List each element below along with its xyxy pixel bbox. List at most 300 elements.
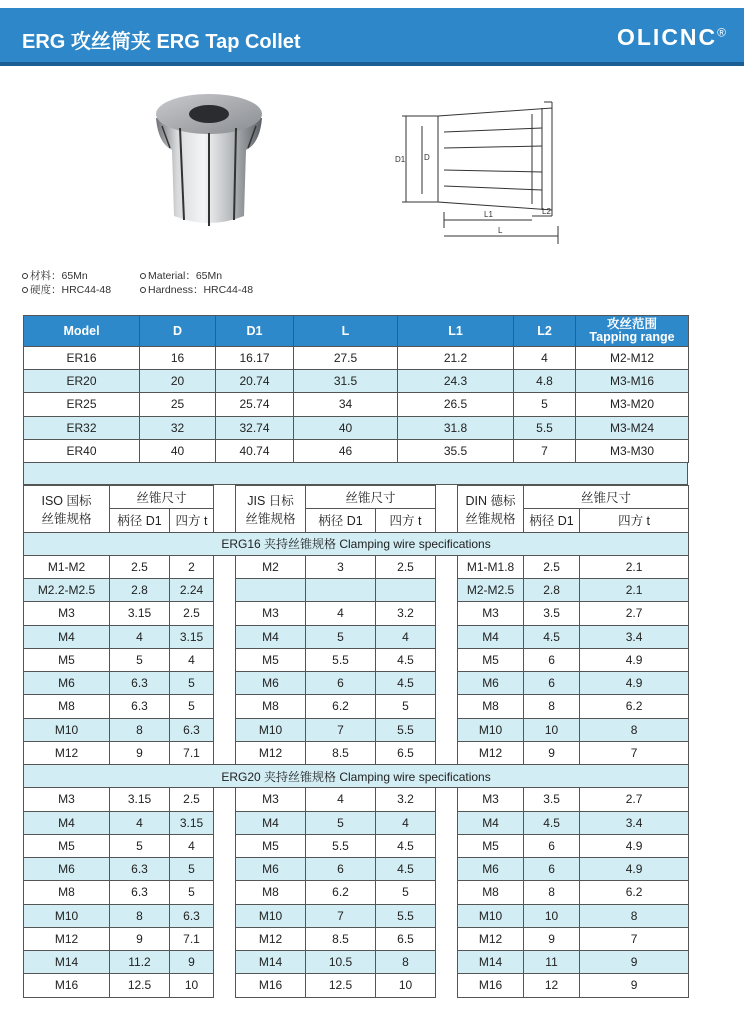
dim-label-d1: D1 <box>395 155 406 164</box>
table-cell: 10 <box>376 974 436 997</box>
table-cell: 7 <box>306 904 376 927</box>
table-cell: 8.5 <box>306 741 376 764</box>
column-gap <box>214 672 236 695</box>
table-cell: ER16 <box>24 347 140 370</box>
table-cell: M10 <box>236 718 306 741</box>
table-cell: 5.5 <box>376 718 436 741</box>
spec-material-en: Material：65Mn <box>140 268 222 283</box>
brand-name: OLICNC <box>616 24 718 50</box>
spec-material-cn: 材料：65Mn <box>22 268 88 283</box>
section-title-row <box>24 532 689 555</box>
table-row <box>24 811 689 834</box>
table-cell: 3.5 <box>524 602 580 625</box>
column-gap <box>436 788 458 811</box>
table-row <box>24 741 689 764</box>
tap-spec-table <box>23 485 689 998</box>
table-cell: 7.1 <box>170 927 214 950</box>
table-cell: 5 <box>376 695 436 718</box>
table-cell: M4 <box>24 811 110 834</box>
table-cell: 4.8 <box>514 370 576 393</box>
table-cell: M5 <box>458 834 524 857</box>
table-cell: M3-M30 <box>576 439 689 462</box>
din-size-label: 丝锥尺寸 <box>524 486 689 509</box>
table-cell: 4 <box>376 625 436 648</box>
table-cell: 6.3 <box>110 672 170 695</box>
table-cell: 5 <box>306 811 376 834</box>
column-gap <box>436 881 458 904</box>
table-cell: 8 <box>580 904 689 927</box>
table-cell: M2.2-M2.5 <box>24 579 110 602</box>
table-cell: 35.5 <box>398 439 514 462</box>
column-gap <box>214 718 236 741</box>
dimension-table <box>23 315 689 463</box>
table-cell: ER40 <box>24 439 140 462</box>
table-cell: 2.5 <box>524 555 580 578</box>
table-cell: 4 <box>110 811 170 834</box>
table-cell: 6.2 <box>580 881 689 904</box>
table-cell: 2.24 <box>170 579 214 602</box>
table-row <box>24 439 689 462</box>
table-cell: 2.1 <box>580 579 689 602</box>
table-cell: M4 <box>236 625 306 648</box>
table-cell: 9 <box>580 974 689 997</box>
table-cell: 6.2 <box>306 695 376 718</box>
table-cell: 3.5 <box>524 788 580 811</box>
table-cell: 7 <box>580 741 689 764</box>
column-gap <box>214 579 236 602</box>
table-cell: M10 <box>24 718 110 741</box>
table-cell: 4 <box>170 834 214 857</box>
table-cell: 4 <box>306 788 376 811</box>
column-gap <box>214 811 236 834</box>
table-cell: M12 <box>458 927 524 950</box>
table-cell: 4.5 <box>376 648 436 671</box>
table-cell: 3.4 <box>580 811 689 834</box>
table-row <box>24 974 689 997</box>
column-gap <box>436 718 458 741</box>
table-cell: 6.3 <box>110 695 170 718</box>
iso-size-label: 丝锥尺寸 <box>110 486 214 509</box>
table-cell: 8.5 <box>306 927 376 950</box>
table-cell: 4 <box>170 648 214 671</box>
table-cell: M4 <box>458 811 524 834</box>
table-cell: 2.5 <box>170 602 214 625</box>
table-cell: 4 <box>376 811 436 834</box>
table-cell: 9 <box>524 927 580 950</box>
table-cell: 6.5 <box>376 927 436 950</box>
table-row <box>24 904 689 927</box>
table-cell: 11.2 <box>110 951 170 974</box>
table-cell: M5 <box>236 648 306 671</box>
iso-t-label: 四方 t <box>170 509 214 532</box>
table-cell: M8 <box>24 695 110 718</box>
table-cell: M3-M24 <box>576 416 689 439</box>
table-row <box>24 370 689 393</box>
table-cell: M3 <box>24 788 110 811</box>
table-cell: 4.9 <box>580 834 689 857</box>
table-cell: 6.2 <box>306 881 376 904</box>
column-gap <box>436 904 458 927</box>
column-gap <box>436 951 458 974</box>
column-gap <box>214 927 236 950</box>
table-cell: 3.4 <box>580 625 689 648</box>
section-title: ERG20 夹持丝锥规格 Clamping wire specifications <box>24 765 689 788</box>
table-row <box>24 695 689 718</box>
column-gap <box>436 927 458 950</box>
table-cell: ER32 <box>24 416 140 439</box>
dim-label-l: L <box>498 226 503 235</box>
table-cell: 5 <box>306 625 376 648</box>
column-gap <box>436 811 458 834</box>
header-l: L <box>294 316 398 347</box>
column-gap <box>214 741 236 764</box>
iso-d1-label: 柄径 D1 <box>110 509 170 532</box>
table-cell: 34 <box>294 393 398 416</box>
table-cell: M12 <box>24 741 110 764</box>
table-cell: 2.7 <box>580 788 689 811</box>
table-cell: 10 <box>524 904 580 927</box>
column-gap <box>436 974 458 997</box>
table-cell: 4.5 <box>376 672 436 695</box>
table-cell: M6 <box>24 858 110 881</box>
jis-size-label: 丝锥尺寸 <box>306 486 436 509</box>
table-cell: 40.74 <box>216 439 294 462</box>
table-row <box>24 393 689 416</box>
table-cell: M6 <box>236 672 306 695</box>
column-gap <box>214 904 236 927</box>
column-gap <box>436 625 458 648</box>
table-cell: 9 <box>524 741 580 764</box>
column-gap <box>214 695 236 718</box>
table-cell: 5.5 <box>306 834 376 857</box>
table-cell: 8 <box>524 695 580 718</box>
table-cell: 4.9 <box>580 858 689 881</box>
table-cell: 26.5 <box>398 393 514 416</box>
table-cell: M16 <box>236 974 306 997</box>
table-cell: 5 <box>170 672 214 695</box>
table-cell: 7 <box>580 927 689 950</box>
table-cell: M12 <box>458 741 524 764</box>
table-cell: M3 <box>458 788 524 811</box>
column-gap <box>214 951 236 974</box>
table-cell: 3 <box>306 555 376 578</box>
table-cell: M8 <box>24 881 110 904</box>
table-cell: 10.5 <box>306 951 376 974</box>
table-row <box>24 555 689 578</box>
table-row <box>24 416 689 439</box>
column-gap <box>436 695 458 718</box>
table-cell: M10 <box>236 904 306 927</box>
collet-photo <box>150 88 268 228</box>
table-cell: 4.5 <box>376 834 436 857</box>
column-gap <box>436 672 458 695</box>
table-cell: 25.74 <box>216 393 294 416</box>
table-cell: M16 <box>24 974 110 997</box>
table-cell: 9 <box>170 951 214 974</box>
table-cell: 10 <box>524 718 580 741</box>
table-cell: 6 <box>524 858 580 881</box>
table-cell: 4.5 <box>524 811 580 834</box>
table-cell: M6 <box>458 672 524 695</box>
iso-label: ISO 国标 丝锥规格 <box>24 486 110 533</box>
dim-label-l2: L2 <box>542 207 551 216</box>
table-row <box>24 579 689 602</box>
table-cell: 2.7 <box>580 602 689 625</box>
table-cell: 5 <box>170 858 214 881</box>
table-cell: M3 <box>236 788 306 811</box>
table-row <box>24 625 689 648</box>
column-gap <box>436 602 458 625</box>
jis-label: JIS 日标 丝锥规格 <box>236 486 306 533</box>
table-cell: M5 <box>236 834 306 857</box>
table-cell: 25 <box>140 393 216 416</box>
table-cell: 27.5 <box>294 347 398 370</box>
table-cell: 3.2 <box>376 788 436 811</box>
spec-hardness-cn: 硬度：HRC44-48 <box>22 282 111 297</box>
table-cell: 32.74 <box>216 416 294 439</box>
table-row <box>24 718 689 741</box>
table-cell: 6.2 <box>580 695 689 718</box>
table-row <box>24 927 689 950</box>
table-cell: 6.3 <box>170 718 214 741</box>
table-row <box>24 648 689 671</box>
table-row <box>24 347 689 370</box>
column-gap <box>214 625 236 648</box>
table-cell: 3.15 <box>110 788 170 811</box>
table-cell: 8 <box>524 881 580 904</box>
table-cell: 2.5 <box>170 788 214 811</box>
table-cell: 5.5 <box>376 904 436 927</box>
table-cell: 8 <box>376 951 436 974</box>
table-row <box>24 951 689 974</box>
table-cell: 3.15 <box>170 811 214 834</box>
page-header <box>0 8 744 66</box>
column-gap <box>214 648 236 671</box>
table-cell: 8 <box>580 718 689 741</box>
table-cell: 6.5 <box>376 741 436 764</box>
table-cell: 3.2 <box>376 602 436 625</box>
table-spacer <box>23 462 688 485</box>
table-row <box>24 602 689 625</box>
jis-d1-label: 柄径 D1 <box>306 509 376 532</box>
table-cell: M10 <box>458 904 524 927</box>
table-cell: 32 <box>140 416 216 439</box>
table-cell: M5 <box>24 648 110 671</box>
table-cell: M14 <box>458 951 524 974</box>
table-cell: 6 <box>306 858 376 881</box>
table-cell: M5 <box>458 648 524 671</box>
table-cell: 7.1 <box>170 741 214 764</box>
table-cell: 4.9 <box>580 672 689 695</box>
jis-t-label: 四方 t <box>376 509 436 532</box>
header-d: D <box>140 316 216 347</box>
din-t-label: 四方 t <box>580 509 689 532</box>
dim-label-d: D <box>424 153 430 162</box>
table-cell: 5 <box>514 393 576 416</box>
table-cell: M4 <box>24 625 110 648</box>
table-cell: 11 <box>524 951 580 974</box>
table-cell: M10 <box>458 718 524 741</box>
table-cell: 12 <box>524 974 580 997</box>
din-d1-label: 柄径 D1 <box>524 509 580 532</box>
registered-mark: ® <box>717 25 726 40</box>
column-gap <box>436 834 458 857</box>
table-cell: 3.15 <box>110 602 170 625</box>
table-cell: 2 <box>170 555 214 578</box>
table-cell: 4.5 <box>376 858 436 881</box>
column-gap <box>436 555 458 578</box>
table-cell: 4 <box>306 602 376 625</box>
table-row <box>24 788 689 811</box>
column-gap <box>214 555 236 578</box>
table-cell: 6 <box>524 834 580 857</box>
header-tapping-range: 攻丝范围 Tapping range <box>576 316 689 347</box>
table-cell: M3 <box>458 602 524 625</box>
table-cell: ER20 <box>24 370 140 393</box>
column-gap <box>214 602 236 625</box>
table-row <box>24 881 689 904</box>
column-gap <box>436 858 458 881</box>
table-cell: M3 <box>236 602 306 625</box>
table-cell: 31.5 <box>294 370 398 393</box>
table-cell: M8 <box>458 695 524 718</box>
table-cell: 4.9 <box>580 648 689 671</box>
table-cell: M1-M1.8 <box>458 555 524 578</box>
spec-hardness-en: Hardness：HRC44-48 <box>140 282 253 297</box>
table-row <box>24 672 689 695</box>
column-gap <box>214 974 236 997</box>
table-cell: 46 <box>294 439 398 462</box>
table-cell: 6.3 <box>170 904 214 927</box>
table-cell: 21.2 <box>398 347 514 370</box>
table-cell: 4.5 <box>524 625 580 648</box>
dim-label-l1: L1 <box>484 210 493 219</box>
table-cell: 9 <box>110 927 170 950</box>
table-cell: 6 <box>306 672 376 695</box>
section-title-row <box>24 765 689 788</box>
header-l2: L2 <box>514 316 576 347</box>
table-cell: 2.8 <box>110 579 170 602</box>
table-cell: M8 <box>458 881 524 904</box>
table-cell: M2-M2.5 <box>458 579 524 602</box>
table-cell: M4 <box>236 811 306 834</box>
table-cell: M6 <box>236 858 306 881</box>
column-gap <box>436 648 458 671</box>
table-cell: 6 <box>524 672 580 695</box>
table-cell: 5 <box>170 881 214 904</box>
table-cell: 16.17 <box>216 347 294 370</box>
table-cell: M5 <box>24 834 110 857</box>
column-gap <box>436 741 458 764</box>
table-cell: 2.8 <box>524 579 580 602</box>
technical-drawing <box>392 98 582 246</box>
table-cell: M6 <box>458 858 524 881</box>
table-cell: M16 <box>458 974 524 997</box>
table-cell: 20 <box>140 370 216 393</box>
table-cell: 4 <box>514 347 576 370</box>
table-cell: 24.3 <box>398 370 514 393</box>
table-row <box>24 834 689 857</box>
table-cell: 5.5 <box>514 416 576 439</box>
table-cell: ER25 <box>24 393 140 416</box>
table-cell: 5 <box>110 648 170 671</box>
table-cell <box>376 579 436 602</box>
table-cell: M2 <box>236 555 306 578</box>
table-cell <box>306 579 376 602</box>
table-cell: 6.3 <box>110 858 170 881</box>
column-gap <box>436 579 458 602</box>
table-cell: 7 <box>306 718 376 741</box>
header-d1: D1 <box>216 316 294 347</box>
table-cell: 6.3 <box>110 881 170 904</box>
table-cell: M3-M20 <box>576 393 689 416</box>
table-cell: 7 <box>514 439 576 462</box>
table-cell: 5.5 <box>306 648 376 671</box>
table-cell: 8 <box>110 904 170 927</box>
header-l1: L1 <box>398 316 514 347</box>
table-cell: 40 <box>294 416 398 439</box>
din-label: DIN 德标 丝锥规格 <box>458 486 524 533</box>
table-cell: M1-M2 <box>24 555 110 578</box>
table-cell: M12 <box>236 741 306 764</box>
page-title: ERG 攻丝筒夹 ERG Tap Collet <box>22 31 301 53</box>
table-cell: 6 <box>524 648 580 671</box>
table-cell: 5 <box>110 834 170 857</box>
table-cell: 12.5 <box>306 974 376 997</box>
table-cell: M14 <box>236 951 306 974</box>
table-cell: 5 <box>170 695 214 718</box>
table-row <box>24 858 689 881</box>
table-cell: 2.5 <box>376 555 436 578</box>
column-gap <box>436 486 458 533</box>
column-gap <box>214 486 236 533</box>
table-cell: M3 <box>24 602 110 625</box>
column-gap <box>214 788 236 811</box>
table-cell: 9 <box>110 741 170 764</box>
table-cell: M6 <box>24 672 110 695</box>
table-cell: 31.8 <box>398 416 514 439</box>
table-cell: 12.5 <box>110 974 170 997</box>
table-cell: 16 <box>140 347 216 370</box>
table-cell: 10 <box>170 974 214 997</box>
table-cell: 40 <box>140 439 216 462</box>
column-gap <box>214 858 236 881</box>
brand-logo <box>617 24 726 51</box>
table-cell: M2-M12 <box>576 347 689 370</box>
table-cell: 9 <box>580 951 689 974</box>
column-gap <box>214 881 236 904</box>
table-cell: 8 <box>110 718 170 741</box>
column-gap <box>214 834 236 857</box>
table-cell: M12 <box>236 927 306 950</box>
table-cell: 2.1 <box>580 555 689 578</box>
table-cell: 2.5 <box>110 555 170 578</box>
header-model: Model <box>24 316 140 347</box>
table-cell: M14 <box>24 951 110 974</box>
table-cell: 5 <box>376 881 436 904</box>
table-cell <box>236 579 306 602</box>
section-title: ERG16 夹持丝锥规格 Clamping wire specifications <box>24 532 689 555</box>
table-cell: M4 <box>458 625 524 648</box>
table-cell: M10 <box>24 904 110 927</box>
table-cell: 20.74 <box>216 370 294 393</box>
table-cell: M12 <box>24 927 110 950</box>
table-cell: 4 <box>110 625 170 648</box>
table-cell: M3-M16 <box>576 370 689 393</box>
table-cell: M8 <box>236 695 306 718</box>
table-cell: 3.15 <box>170 625 214 648</box>
table-cell: M8 <box>236 881 306 904</box>
